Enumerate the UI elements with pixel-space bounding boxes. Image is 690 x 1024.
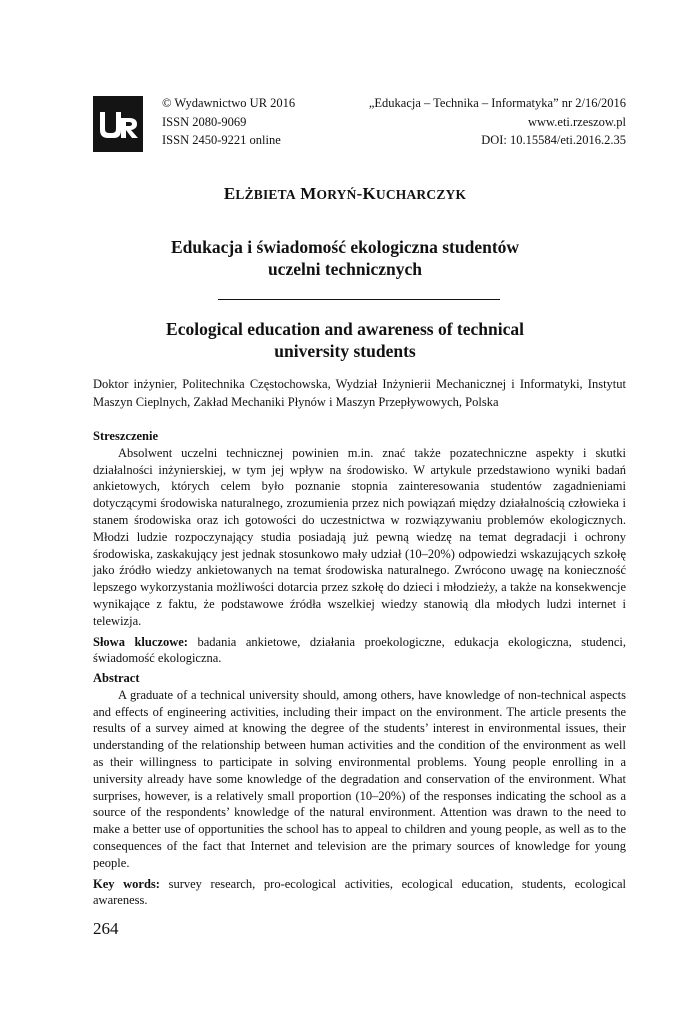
issn-print: ISSN 2080-9069	[162, 114, 247, 129]
journal-name: „Edukacja – Technika – Informatyka” nr 2/16/2016	[368, 96, 626, 110]
streszczenie-body: Absolwent uczelni technicznej powinien m.in. znać także pozatechniczne aspekty i skutki działalności inżynierskiej, w tym jej wpływ na środowisko. W artykule przedstawiono wyniki badań ankietowych, których celem było poznanie stopnia zainteresowania studentów zagadnieniami dotyczącymi środowiska naturalnego, zrozumienia przez nich powiązań między działalnością człowieka i stanem środowiska oraz ich gotowości do uczestnictwa w rozwiązywaniu problemów ekologicznych. Młodzi ludzie rozpoczynający studia posiadają już pewną wiedzę na temat degradacji i ochrony środowiska, zaskakujący jest jednak stosunkowo mały udział (10–20%) odpowiedzi wskazujących szkołę jako źródło wiedzy ankietowanych na temat środowiska naturalnego. Zwrócono uwagę na konieczność lepszego wykorzystania możliwości dotarcia przez szkołę do dzieci i młodzieży, a także na konsekwencje wynikające z faktu, że podstawowe źródła wszelkiej wiedzy stanowią dla młodych ludzi internet i telewizja.	[93, 445, 626, 628]
publisher-info	[162, 94, 295, 150]
author-name: ELŻBIETA MORYŃ-KUCHARCZYK	[223, 184, 467, 203]
title-divider	[218, 299, 500, 300]
page-header	[93, 94, 626, 152]
abstract-heading: Abstract	[93, 671, 140, 685]
streszczenie-heading: Streszczenie	[93, 429, 159, 443]
issn-online: ISSN 2450-9221 online	[162, 133, 281, 147]
abstract-body: A graduate of a technical university should, among others, have knowledge of non-technical aspects and effects of engineering activities, including their impact on the environment. The article presents the results of a survey aimed at knowing the degree of the students’ interest in environmental issues, their understanding of the relationship between human activities and the condition of the environment as well as their willingness to participate in solving environmental problems. Young people enrolling in a university already have some knowledge of the degradation and conservation of the environment. What surprises, however, is a relatively small proportion (10–20%) of the responses indicating the school as a source of the respondents’ knowledge of the natural environment. Attention was drawn to the need to make a better use of opportunities the school has to appeal to children and young people, as well as to the consequences of the fact that Internet and television are the primary sources of knowledge for young people.	[93, 687, 626, 870]
slowa-kluczowe: Słowa kluczowe: badania ankietowe, działania proekologiczne, edukacja ekologiczna, studenci, świadomość ekologiczna.	[93, 634, 627, 666]
journal-url[interactable]: www.eti.rzeszow.pl	[528, 114, 626, 129]
title-polish: Edukacja i świadomość ekologiczna studentów uczelni technicznych	[170, 237, 520, 279]
publisher-logo	[93, 96, 143, 152]
abstract-section	[93, 670, 626, 909]
page-number: 264	[93, 919, 119, 938]
copyright-line: © Wydawnictwo UR 2016	[162, 96, 296, 110]
key-words: Key words: survey research, pro-ecological activities, ecological education, students, ecological awareness.	[93, 876, 626, 908]
author-affiliation: Doktor inżynier, Politechnika Częstochowska, Wydział Inżynierii Mechanicznej i Informatyki, Instytut Maszyn Cieplnych, Zakład Mechaniki Płynów i Maszyn Przepływowych, Polska	[93, 377, 626, 409]
streszczenie-section	[93, 428, 626, 667]
doi: DOI: 10.15584/eti.2016.2.35	[481, 133, 626, 147]
journal-info	[369, 94, 626, 150]
title-english: Ecological education and awareness of technical university students	[166, 319, 524, 361]
